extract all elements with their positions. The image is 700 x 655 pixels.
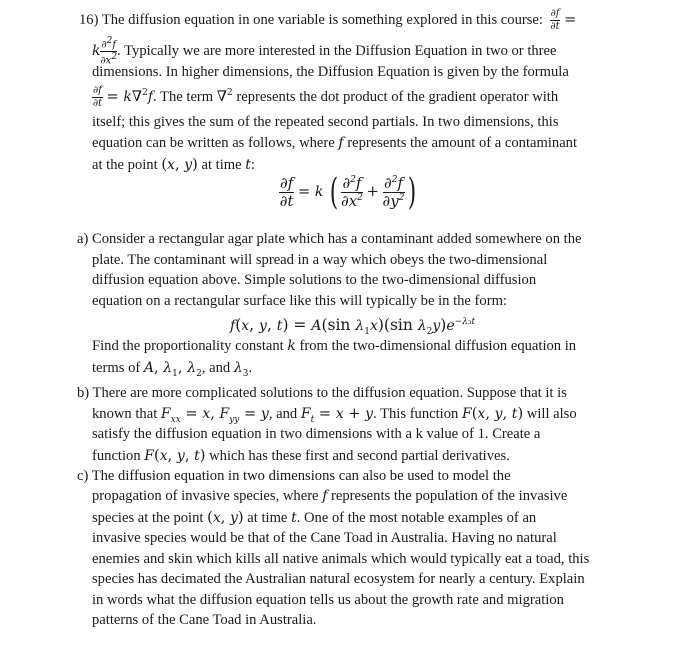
part-c-line-5: enemies and skin which kills all native animals which would typically eat a toad, this xyxy=(92,551,590,567)
problem-line-3: dimensions. In higher dimensions, the Diffusion Equation is given by the formula xyxy=(92,64,569,80)
part-c-line-3: species at the point (x, y) at time t. One of the most notable examples of an xyxy=(92,509,537,526)
part-c-line-7: in words what the diffusion equation tells us about the growth rate and migration xyxy=(92,592,564,608)
part-b-line-2: known that $F_{xx} = x$, $F_{yy} = y$, and $F_t = x + y$. This function F(x, y, t) will also xyxy=(92,405,577,425)
part-c-line-8: patterns of the Cane Toad in Australia. xyxy=(92,612,317,628)
problem-line-2: k $\frac{\partial 2f}{\partial x2}$ . Typically we are more interested in the Diffusion Equation in two or three xyxy=(92,36,557,67)
part-a-line-2: plate. The contaminant will spread in a way which obeys the two-dimensional xyxy=(92,252,548,268)
part-a-line-5: Find the proportionality constant k from the two-dimensional diffusion equation in xyxy=(92,338,577,354)
part-c-line-2: propagation of invasive species, where f represents the population of the invasive xyxy=(92,488,568,504)
part-c-line-6: species has decimated the Australian natural ecosystem for nearly a century. Explain xyxy=(92,571,585,587)
part-c-line-4: invasive species would be that of the Cane Toad in Australia. Having no natural xyxy=(92,530,557,546)
part-a-solution-form: f(x, y, t) = A(sin $\lambda_1x)(\sin$ $\lambda_2y)e^{-\lambda_3t}$ xyxy=(230,316,476,338)
problem-line-7: at the point (x, y) at time t: xyxy=(92,156,255,173)
part-b-line-4: function F(x, y, t) which has these first and second partial derivatives. xyxy=(92,447,510,464)
problem-line-1: 16) The diffusion equation in one variable is something explored in this course: $\frac{\partial f}{\partial t}$ = xyxy=(79,8,577,32)
problem-line-5: itself; this gives the sum of the repeated second partials. In two dimensions, this xyxy=(92,114,559,130)
part-a-line-1: a) Consider a rectangular agar plate which has a contaminant added somewhere on the xyxy=(77,231,582,247)
diffusion-equation-2d: $\frac{\partial f}{\partial t}$ = k ( $\frac{\partial^2f}{\partial x^2}$ + $\frac{\partial^2f}{\partial y^2}$ ) xyxy=(279,171,416,213)
part-a-line-4: equation on a rectangular surface like this will typically be in the form: xyxy=(92,293,507,309)
part-c-line-1: c) The diffusion equation in two dimensions can also be used to model the xyxy=(77,468,511,484)
problem-line-6: equation can be written as follows, where f represents the amount of a contaminant xyxy=(92,135,578,151)
part-b-line-1: b) There are more complicated solutions to the diffusion equation. Suppose that it is xyxy=(77,385,567,401)
part-a-line-3: diffusion equation above. Simple solutions to the two-dimensional diffusion xyxy=(92,272,537,288)
part-b-line-3: satisfy the diffusion equation in two dimensions with a k value of 1. Create a xyxy=(92,426,541,442)
part-a-line-6: terms of A, $\lambda_1$, $\lambda_2$, and $\lambda_3$. xyxy=(92,359,253,379)
problem-line-4: $\frac{\partial f}{\partial t}$ = k∇$^2$f. The term ∇$^2$ represents the dot product of the gradient operator with xyxy=(92,85,559,110)
